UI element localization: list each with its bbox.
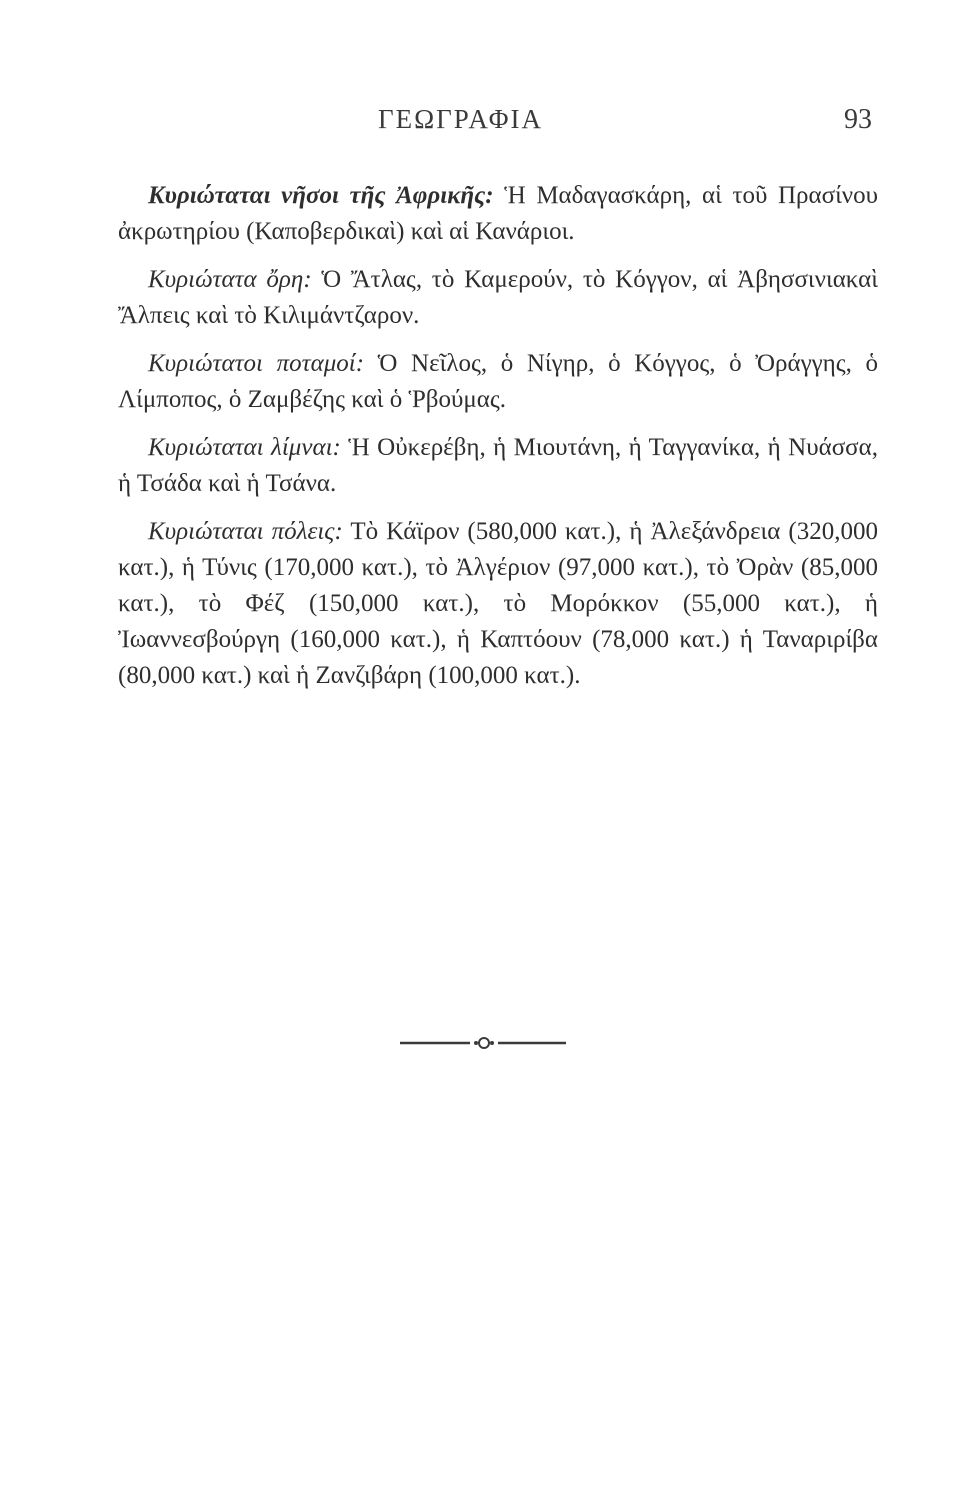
running-title: ΓΕΩΓΡΑΦΙΑ [378, 104, 543, 134]
end-ornament [398, 1036, 568, 1050]
text-islands: Ἡ Μαδαγασκάρη, αἱ τοῦ Πρασίνου ἀκρωτηρίου (Καποβερδικαὶ) καὶ αἱ Κανάριοι. [118, 182, 878, 245]
heading-lakes: Κυριώταται λίμναι: [148, 434, 341, 461]
running-head [0, 104, 954, 144]
text-rivers: Ὁ Νεῖλος, ὁ Νίγηρ, ὁ Κόγγος, ὁ Ὀράγγης, ὁ Λίμποπος, ὁ Ζαμβέζης καὶ ὁ Ῥβούμας. [118, 350, 879, 413]
paragraph-mountains [118, 262, 878, 334]
text-mountains: Ὁ Ἄτλας, τὸ Καμερούν, τὸ Κόγγον, αἱ Ἀβησσινιακαὶ Ἄλπεις καὶ τὸ Κιλιμάντζαρον. [118, 266, 878, 329]
paragraph-islands [118, 178, 878, 250]
heading-islands: Κυριώταται νῆσοι τῆς Ἀφρικῆς: [148, 182, 494, 209]
page-number: 93 [844, 104, 872, 135]
heading-mountains: Κυριώτατα ὄρη: [148, 266, 312, 293]
text-cities: Τὸ Κάϊρον (580,000 κατ.), ἡ Ἀλεξάνδρεια (320,000 κατ.), ἡ Τύνις (170,000 κατ.), τὸ Ἀλγέριον (97,000 κατ.), τὸ Ὀρὰν (85,000 κατ.), τὸ Φέζ (150,000 κατ.), τὸ Μορόκκον (55,000 κατ.), ἡ Ἰωαννεσβούργη (160,000 κατ.), ἡ Καπτόουν (78,000 κατ.) ἡ Ταναριρίβα (80,000 κατ.) καὶ ἡ Ζανζιβάρη (100,000 κατ.). [118, 518, 878, 689]
heading-rivers: Κυριώτατοι ποταμοί: [148, 350, 365, 377]
body-text [118, 178, 878, 706]
text-lakes: Ἡ Οὐκερέβη, ἡ Μιουτάνη, ἡ Ταγγανίκα, ἡ Νυάσσα, ἡ Τσάδα καὶ ἡ Τσάνα. [118, 434, 878, 497]
paragraph-cities [118, 514, 878, 694]
paragraph-lakes [118, 430, 878, 502]
paragraph-rivers [118, 346, 878, 418]
heading-cities: Κυριώταται πόλεις: [148, 518, 343, 545]
